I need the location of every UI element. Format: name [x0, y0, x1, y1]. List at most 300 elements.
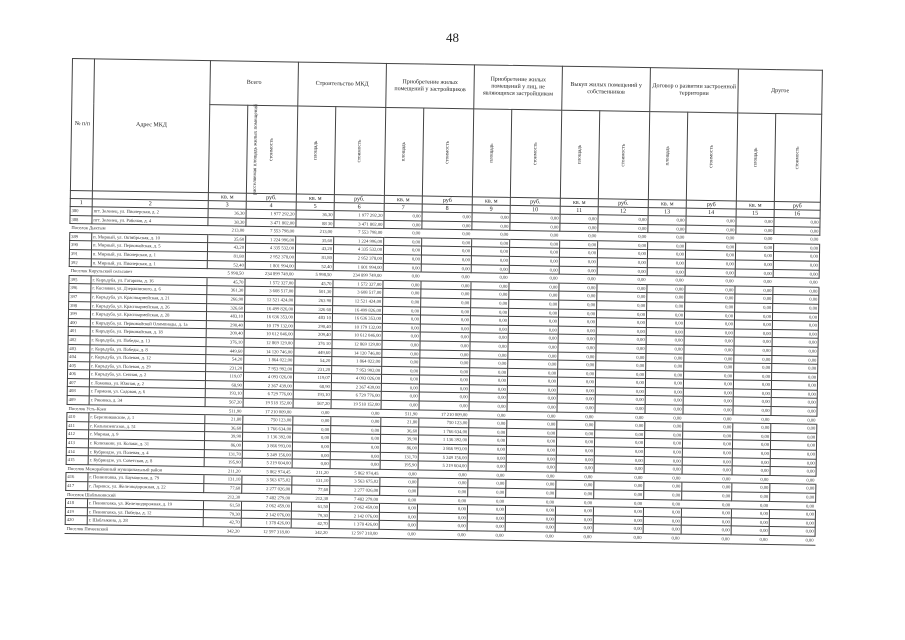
cost-cell: 12 521 424,00 — [245, 295, 295, 304]
cost-cell: 0,00 — [686, 225, 736, 234]
area-cell: 0,00 — [644, 439, 682, 448]
area-cell: 0,00 — [381, 383, 419, 392]
area-cell: 0,00 — [468, 462, 506, 471]
cost-cell: 2 367 439,00 — [331, 382, 381, 391]
area-cell: 0,00 — [645, 379, 683, 388]
area-cell: 0,00 — [644, 499, 682, 508]
area-cell: 131,70 — [380, 452, 418, 461]
cost-cell: 0,00 — [596, 344, 646, 353]
cost-cell: 0,00 — [422, 238, 472, 247]
row-address: г. Гармоня, ул. Садовая, д. 6 — [89, 387, 205, 397]
area-cell: 0,00 — [556, 489, 594, 498]
cost-cell: 19 518 152,00 — [243, 398, 293, 407]
row-number: 395 — [69, 275, 91, 284]
cost-cell: 2 142 076,00 — [329, 511, 379, 520]
cost-cell: 0,00 — [771, 389, 817, 398]
row-number: 419 — [65, 507, 87, 516]
area-cell: 0,00 — [471, 247, 509, 256]
cost-cell: 0,00 — [505, 523, 555, 532]
area-cell: 0,00 — [379, 512, 417, 521]
area-cell: 0,00 — [732, 458, 770, 467]
area-cell: 0,00 — [383, 263, 421, 272]
area-cell: 361,30 — [207, 286, 245, 295]
cost-cell: 0,00 — [773, 252, 819, 261]
area-cell: 0,00 — [379, 504, 417, 513]
cost-cell: 0,00 — [681, 526, 731, 535]
cost-cell: 0,00 — [686, 233, 736, 242]
area-cell: 54,20 — [294, 356, 332, 365]
area-cell: 212,30 — [204, 492, 242, 501]
cost-cell: 0,00 — [684, 345, 734, 354]
subheader-cost: стоимость — [510, 109, 561, 198]
area-cell: 0,00 — [382, 323, 420, 332]
area-cell: 0,00 — [559, 274, 597, 283]
area-cell: 483,10 — [206, 312, 244, 321]
cost-cell: 0,00 — [594, 473, 644, 482]
header-group-other: Другое — [738, 69, 823, 114]
area-cell: 567,20 — [293, 399, 331, 408]
area-cell: 0,00 — [469, 419, 507, 428]
area-cell: 0,00 — [647, 250, 685, 259]
cost-cell: 10 179 132,00 — [244, 321, 294, 330]
units-row: кв. м руб. кв. м руб. кв. м руб кв. м руб. кв. м руб. кв. м руб кв. м руб — [70, 190, 820, 210]
cost-cell: 0,00 — [417, 521, 467, 530]
row-number: 392 — [69, 258, 91, 267]
area-cell: 0,00 — [472, 230, 510, 239]
subheader-cost: стоимость — [334, 107, 385, 196]
cost-cell: 0,00 — [420, 358, 470, 367]
row-address: г. Пенинговка, ул. Железнодорожная, д. 19 — [87, 499, 203, 509]
area-cell: 36,60 — [205, 423, 243, 432]
area-cell: 0,00 — [643, 508, 681, 517]
cost-cell: 0,00 — [330, 451, 380, 460]
cost-cell: 0,00 — [682, 457, 732, 466]
cost-cell: 1 572 327,00 — [333, 279, 383, 288]
cost-cell: 2 142 076,00 — [241, 510, 291, 519]
cost-cell: 0,00 — [684, 371, 734, 380]
area-cell: 0,00 — [293, 416, 331, 425]
area-cell: 0,00 — [557, 377, 595, 386]
cost-cell: 0,00 — [598, 215, 648, 224]
cost-cell: 0,00 — [420, 367, 470, 376]
row-number: 409 — [67, 396, 89, 405]
row-address: п. Мирный, ул. Октябрьская, д. 10 — [92, 233, 208, 243]
cost-cell: 0,00 — [507, 377, 557, 386]
cost-cell: 0,00 — [770, 493, 816, 502]
cost-cell: 0,00 — [683, 397, 733, 406]
cost-cell: 0,00 — [507, 411, 557, 420]
cost-cell: 0,00 — [681, 534, 731, 543]
cost-cell: 12 869 129,00 — [244, 338, 294, 347]
cost-cell: 0,00 — [508, 325, 558, 334]
area-cell: 511,90 — [205, 406, 243, 415]
cost-cell: 0,00 — [771, 398, 817, 407]
row-number: 410 — [67, 413, 89, 422]
cost-cell: 0,00 — [685, 259, 735, 268]
area-cell: 0,00 — [645, 430, 683, 439]
cost-cell: 0,00 — [772, 312, 818, 321]
cost-cell: 7 482 279,00 — [330, 494, 380, 503]
area-cell: 0,00 — [559, 249, 597, 258]
area-cell: 0,00 — [469, 376, 507, 385]
row-number: 420 — [65, 516, 87, 525]
area-cell: 0,00 — [558, 343, 596, 352]
cost-cell: 0,00 — [594, 447, 644, 456]
area-cell: 449,60 — [206, 346, 244, 355]
cost-cell: 7 953 992,00 — [244, 364, 294, 373]
area-cell: 0,00 — [380, 495, 418, 504]
area-cell: 0,00 — [470, 342, 508, 351]
header-address: Адрес МКД — [92, 59, 210, 193]
cost-cell: 16 636 353,00 — [244, 312, 294, 321]
cost-cell: 0,00 — [420, 315, 470, 324]
cost-cell: 0,00 — [770, 484, 816, 493]
cost-cell: 0,00 — [683, 422, 733, 431]
cost-cell: 7 553 798,00 — [334, 228, 384, 237]
cost-cell: 16 499 826,00 — [333, 305, 383, 314]
area-cell: 0,00 — [736, 234, 774, 243]
row-number: 414 — [66, 447, 88, 456]
cost-cell: 0,00 — [771, 407, 817, 416]
row-number: 388 — [70, 215, 92, 224]
cost-cell: 0,00 — [330, 434, 380, 443]
cost-cell: 0,00 — [507, 402, 557, 411]
cost-cell: 10 612 046,00 — [332, 331, 382, 340]
cost-cell: 0,00 — [506, 437, 556, 446]
cost-cell: 0,00 — [421, 255, 471, 264]
area-cell: 36,30 — [296, 210, 334, 219]
cost-cell: 4 093 026,00 — [243, 373, 293, 382]
cost-cell: 17 210 009,00 — [419, 410, 469, 419]
cost-cell: 0,00 — [508, 351, 558, 360]
row-address: г. Киръдуба, ул. Первомайской Олимпиады, д. 1а — [90, 319, 206, 329]
cost-cell: 0,00 — [510, 222, 560, 231]
area-cell: 0,00 — [648, 241, 686, 250]
row-number: 418 — [65, 499, 87, 508]
area-cell: 0,00 — [735, 294, 773, 303]
cost-cell: 5 862 974,45 — [330, 468, 380, 477]
row-number: 402 — [68, 335, 90, 344]
area-cell: 0,00 — [736, 217, 774, 226]
area-cell: 0,00 — [384, 229, 422, 238]
cost-cell: 0,00 — [509, 291, 559, 300]
cost-cell: 0,00 — [509, 265, 559, 274]
cost-cell: 0,00 — [418, 487, 468, 496]
cost-cell: 0,00 — [595, 430, 645, 439]
area-cell: 0,00 — [731, 526, 769, 535]
cost-cell: 0,00 — [597, 292, 647, 301]
area-cell: 0,00 — [384, 220, 422, 229]
area-cell: 0,00 — [647, 301, 685, 310]
area-cell: 0,00 — [558, 360, 596, 369]
group-name: Поселок Дыктым — [70, 224, 208, 235]
cost-cell: 0,00 — [331, 417, 381, 426]
area-cell: 0,00 — [470, 350, 508, 359]
cost-cell: 0,00 — [595, 387, 645, 396]
row-number: 390 — [69, 241, 91, 250]
cost-cell: 0,00 — [417, 504, 467, 513]
area-cell: 0,00 — [732, 449, 770, 458]
cost-cell: 1 572 327,00 — [245, 278, 295, 287]
header-group-total: Всего — [210, 61, 299, 106]
row-address: г. Киръдуба, ул. Полевая, д. 12 — [90, 353, 206, 363]
area-cell: 0,00 — [645, 387, 683, 396]
area-cell: 0,00 — [472, 221, 510, 230]
area-cell: 501,30 — [295, 287, 333, 296]
area-cell: 483 10 — [294, 313, 332, 322]
cost-cell: 0,00 — [682, 474, 732, 483]
area-cell: 0,00 — [559, 283, 597, 292]
subheader-area: площадь — [648, 112, 687, 201]
area-cell: 131,70 — [204, 449, 242, 458]
cost-cell: 0,00 — [774, 243, 820, 252]
area-cell: 68,90 — [205, 381, 243, 390]
cost-cell: 3 608 517,00 — [245, 287, 295, 296]
area-cell: 0,00 — [644, 482, 682, 491]
cost-cell: 1 864 022,00 — [332, 357, 382, 366]
cost-cell: 0,00 — [417, 530, 467, 539]
cost-cell: 1 977 292,20 — [246, 209, 296, 218]
cost-cell: 3 608 517,00 — [333, 288, 383, 297]
cost-cell: 0,00 — [421, 246, 471, 255]
area-cell: 290,40 — [206, 320, 244, 329]
subheader-resettled-area: расселяемая площадь жилых помещений — [208, 105, 247, 194]
subheader-cost: стоимость — [598, 111, 649, 200]
row-address: г. Березниковские, д. 1 — [89, 413, 205, 423]
area-cell: 0,00 — [647, 276, 685, 285]
row-number: 389 — [70, 232, 92, 241]
area-cell: 0,00 — [470, 333, 508, 342]
area-cell: 0,00 — [647, 293, 685, 302]
cost-cell: 3 471 802,00 — [246, 218, 296, 227]
cost-cell: 7 482 279,00 — [242, 493, 292, 502]
row-address: г. Мирная, д. 9 — [89, 430, 205, 440]
cost-cell: 0,00 — [773, 261, 819, 270]
cost-cell: 0,00 — [682, 491, 732, 500]
cost-cell: 0,00 — [508, 334, 558, 343]
row-address: п. Мирный, ул. Пионерская, д. 1 — [91, 258, 207, 268]
cost-cell: 1 801 994,00 — [245, 261, 295, 270]
row-number: 405 — [68, 361, 90, 370]
cost-cell: 0,00 — [596, 309, 646, 318]
cost-cell: 1 801 994,00 — [333, 262, 383, 271]
cost-cell: 0,00 — [770, 501, 816, 510]
cost-cell: 0,00 — [509, 256, 559, 265]
area-cell: 0,00 — [560, 223, 598, 232]
area-cell: 0,00 — [292, 451, 330, 460]
cost-cell: 0,00 — [596, 369, 646, 378]
cost-cell: 1 224 996,00 — [246, 235, 296, 244]
cost-cell: 0,00 — [419, 384, 469, 393]
cost-cell: 0,00 — [507, 420, 557, 429]
area-cell: 0,00 — [556, 438, 594, 447]
area-cell: 0,00 — [733, 380, 771, 389]
table-body — [65, 206, 820, 544]
area-cell: 0,00 — [560, 231, 598, 240]
area-cell: 326 60 — [295, 305, 333, 314]
cost-cell: 0,00 — [421, 281, 471, 290]
area-cell: 0,00 — [379, 521, 417, 530]
cost-cell: 0,00 — [684, 311, 734, 320]
area-cell: 0,00 — [646, 327, 684, 336]
area-cell: 0,00 — [644, 456, 682, 465]
area-cell: 0,00 — [471, 256, 509, 265]
cost-cell: 0,00 — [685, 251, 735, 260]
area-cell: 0,00 — [470, 316, 508, 325]
area-cell: 0,00 — [733, 389, 771, 398]
cost-cell: 0,00 — [772, 329, 818, 338]
row-address: г. Киръдуба, ул. Красноармейская, д. 26 — [91, 301, 207, 311]
cost-cell: 1 864 022,00 — [244, 355, 294, 364]
area-cell: 326,60 — [207, 303, 245, 312]
cost-cell: 234 899 749,00 — [245, 269, 295, 278]
area-cell: 0,00 — [646, 362, 684, 371]
area-cell: 0,00 — [469, 410, 507, 419]
area-cell: 0,00 — [734, 337, 772, 346]
area-cell: 0,00 — [470, 367, 508, 376]
cost-cell: 0,00 — [769, 527, 815, 536]
area-cell: 43,20 — [207, 243, 245, 252]
cost-cell: 0,00 — [685, 302, 735, 311]
area-cell: 0,00 — [735, 260, 773, 269]
cost-cell: 5 219 604,00 — [418, 461, 468, 470]
cost-cell: 0,00 — [772, 372, 818, 381]
area-cell: 0,00 — [382, 340, 420, 349]
cost-cell: 0,00 — [506, 445, 556, 454]
area-cell: 0,00 — [732, 501, 770, 510]
cost-cell: 0,00 — [682, 500, 732, 509]
area-cell: 0,00 — [732, 475, 770, 484]
cost-cell: 6 729 776,00 — [331, 391, 381, 400]
area-cell: 0,00 — [732, 466, 770, 475]
row-address: г. Киръдуба, ул. Победы, д. 13 — [90, 336, 206, 346]
area-cell: 61,50 — [291, 502, 329, 511]
area-cell: 0,00 — [557, 395, 595, 404]
cost-cell: 5 219 604,00 — [242, 458, 292, 467]
cost-cell: 0,00 — [684, 354, 734, 363]
cost-cell: 0,00 — [684, 362, 734, 371]
area-cell: 131,10 — [204, 475, 242, 484]
cost-cell: 2 062 459,00 — [329, 503, 379, 512]
cost-cell: 0,00 — [769, 510, 815, 519]
area-cell: 193,10 — [205, 389, 243, 398]
area-cell: 0,00 — [471, 264, 509, 273]
area-cell: 0,00 — [381, 375, 419, 384]
area-cell: 211,20 — [292, 468, 330, 477]
cost-cell: 0,00 — [769, 535, 815, 544]
cost-cell: 0,00 — [510, 231, 560, 240]
row-number: 396 — [69, 284, 91, 293]
cost-cell: 0,00 — [418, 478, 468, 487]
area-cell: 0,00 — [469, 385, 507, 394]
area-cell: 0,00 — [734, 372, 772, 381]
area-cell: 0,00 — [643, 525, 681, 534]
cost-cell: 234 899 749,00 — [333, 271, 383, 280]
area-cell: 86,00 — [204, 441, 242, 450]
row-address: г. Коснавки, ул. Дзержинского, д. 6 — [91, 284, 207, 294]
area-cell: 0,00 — [645, 422, 683, 431]
area-cell: 0,00 — [555, 524, 593, 533]
cost-cell: 0,00 — [771, 415, 817, 424]
area-cell: 0,00 — [555, 506, 593, 515]
cost-cell: 0,00 — [774, 235, 820, 244]
row-address: г. Кубриндзе, ул. Полевая, д. 4 — [88, 447, 204, 457]
area-cell: 0,00 — [380, 469, 418, 478]
area-cell: 0,00 — [647, 267, 685, 276]
area-cell: 0,00 — [472, 239, 510, 248]
cost-cell: 0,00 — [771, 381, 817, 390]
area-cell: 0,00 — [646, 319, 684, 328]
area-cell: 43,20 — [295, 244, 333, 253]
cost-cell: 0,00 — [598, 241, 648, 250]
cost-cell: 0,00 — [421, 289, 471, 298]
area-cell: 0,00 — [468, 445, 506, 454]
area-cell: 0,00 — [382, 366, 420, 375]
cost-cell: 3 471 802,00 — [334, 219, 384, 228]
cost-cell: 0,00 — [331, 425, 381, 434]
area-cell: 0,00 — [731, 509, 769, 518]
area-cell: 0,00 — [557, 429, 595, 438]
row-address: г. Кальвизенгазов, д. 51 — [89, 422, 205, 432]
area-cell: 52,40 — [207, 260, 245, 269]
cost-cell: 0,00 — [774, 218, 820, 227]
area-cell: 54,20 — [206, 355, 244, 364]
cost-cell: 0,00 — [597, 266, 647, 275]
cost-cell: 0,00 — [422, 212, 472, 221]
area-cell: 0,00 — [470, 325, 508, 334]
area-cell: 0,00 — [558, 317, 596, 326]
area-cell: 0,00 — [644, 473, 682, 482]
row-address: г. Киръдуба, ул. Гагарина, д. 16 — [91, 276, 207, 286]
area-cell: 0,00 — [647, 259, 685, 268]
cost-cell: 0,00 — [510, 239, 560, 248]
area-cell: 0,00 — [736, 226, 774, 235]
cost-cell: 0,00 — [594, 464, 644, 473]
cost-cell: 0,00 — [596, 326, 646, 335]
cost-cell: 0,00 — [597, 275, 647, 284]
row-number: 400 — [68, 318, 90, 327]
area-cell: 266,90 — [207, 295, 245, 304]
row-address: г. Киръдуба, ул. Красноармейская, д. 28 — [90, 310, 206, 320]
area-cell: 77,60 — [292, 485, 330, 494]
row-number: 401 — [68, 327, 90, 336]
area-cell: 0,00 — [469, 393, 507, 402]
cost-cell: 0,00 — [506, 480, 556, 489]
area-cell: 0,00 — [381, 392, 419, 401]
cost-cell: 0,00 — [331, 408, 381, 417]
cost-cell: 0,00 — [594, 498, 644, 507]
area-cell: 0,00 — [733, 397, 771, 406]
area-cell: 0,00 — [557, 420, 595, 429]
cost-cell: 0,00 — [773, 286, 819, 295]
area-cell: 0,00 — [379, 529, 417, 538]
area-cell: 0,00 — [383, 297, 421, 306]
cost-cell: 0,00 — [772, 355, 818, 364]
row-address: г. Ломовка, ул. Южная, д. 2 — [89, 379, 205, 389]
area-cell: 86,00 — [380, 443, 418, 452]
row-address: пгт. Зеленец, ул. Рабочая, д. 4 — [92, 215, 208, 225]
area-cell: 0,00 — [648, 216, 686, 225]
subheader-cost: стоимость — [422, 108, 473, 197]
cost-cell: 0,00 — [594, 490, 644, 499]
cost-cell: 750 123,00 — [243, 415, 293, 424]
area-cell: 0,00 — [380, 478, 418, 487]
subheader-cost: стоимость — [246, 105, 297, 194]
area-cell: 39,90 — [205, 432, 243, 441]
cost-cell: 0,00 — [507, 394, 557, 403]
subheader-cost: стоимость — [774, 114, 821, 203]
cost-cell: 3 866 993,00 — [242, 441, 292, 450]
